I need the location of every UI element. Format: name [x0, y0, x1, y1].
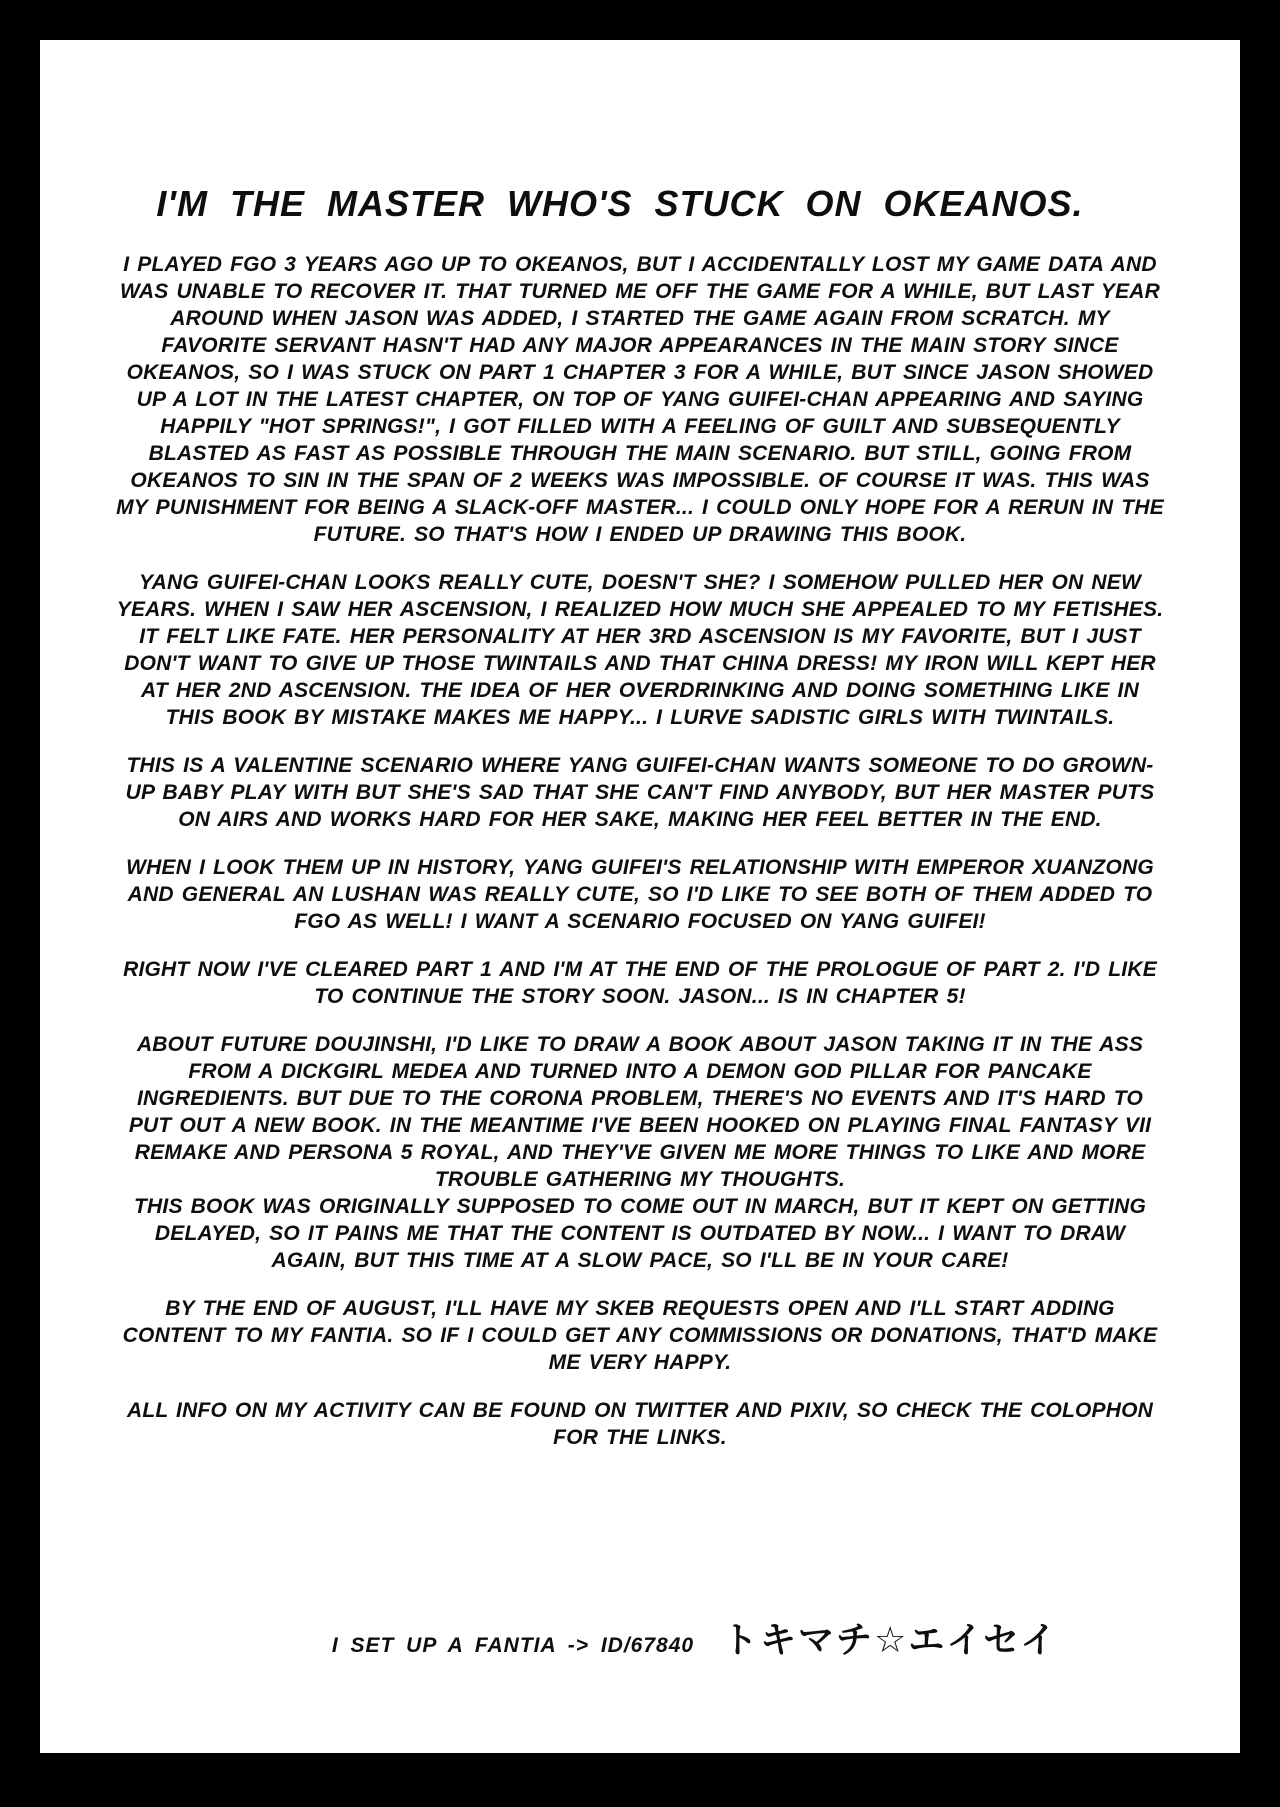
paragraph-future-doujinshi: ABOUT FUTURE DOUJINSHI, I'D LIKE TO DRAW A BOOK ABOUT JASON TAKING IT IN THE ASS FROM A DICKGIRL MEDEA AND TURNED INTO A DEMON GOD PILLAR FOR PANCAKE INGREDIENTS. BUT DUE TO THE CORONA PROBLEM, THERE'S NO EVENTS AND IT'S HARD TO PUT OUT A NEW BOOK. IN THE MEANTIME I'VE BEEN HOOKED ON PLAYING FINAL FANTASY VII REMAKE AND PERSONA 5 ROYAL, AND THEY'VE GIVEN ME MORE THINGS TO LIKE AND MORE TROUBLE GATHERING MY THOUGHTS. — [128, 1033, 1152, 1191]
page-title: I'M THE MASTER WHO'S STUCK ON OKEANOS. — [156, 183, 1084, 224]
paragraph-yang-guifei: YANG GUIFEI-CHAN LOOKS REALLY CUTE, DOESN'T SHE? I SOMEHOW PULLED HER ON NEW YEARS. WHEN I SAW HER ASCENSION, I REALIZED HOW MUCH SHE APPEALED TO MY FETISHES. IT FELT LIKE FATE. HER PERSONALITY AT HER 3RD ASCENSION IS MY FAVORITE, BUT I JUST DON'T WANT TO GIVE UP THOSE TWINTAILS AND THAT CHINA DRESS! MY IRON WILL KEPT HER AT HER 2ND ASCENSION. THE IDEA OF HER OVERDRINKING AND DOING SOMETHING LIKE IN THIS BOOK BY MISTAKE MAKES ME HAPPY... I LURVE SADISTIC GIRLS WITH TWINTAILS. — [116, 571, 1164, 729]
paragraph-valentine-scenario: THIS IS A VALENTINE SCENARIO WHERE YANG GUIFEI-CHAN WANTS SOMEONE TO DO GROWN-UP BABY PLAY WITH BUT SHE'S SAD THAT SHE CAN'T FIND ANYBODY, BUT HER MASTER PUTS ON AIRS AND WORKS HARD FOR HER SAKE, MAKING HER FEEL BETTER IN THE END. — [125, 754, 1155, 831]
afterword-page — [40, 40, 1240, 1753]
paragraph-social-links: ALL INFO ON MY ACTIVITY CAN BE FOUND ON TWITTER AND PIXIV, SO CHECK THE COLOPHON FOR THE LINKS. — [126, 1399, 1154, 1449]
paragraph-history-research: WHEN I LOOK THEM UP IN HISTORY, YANG GUIFEI'S RELATIONSHIP WITH EMPEROR XUANZONG AND GENERAL AN LUSHAN WAS REALLY CUTE, SO I'D LIKE TO SEE BOTH OF THEM ADDED TO FGO AS WELL! I WANT A SCENARIO FOCUSED ON YANG GUIFEI! — [126, 856, 1154, 933]
colophon-note — [40, 1612, 1240, 1663]
afterword-body — [115, 251, 1165, 1451]
paragraph-fgo-history: I PLAYED FGO 3 YEARS AGO UP TO OKEANOS, BUT I ACCIDENTALLY LOST MY GAME DATA AND WAS UNABLE TO RECOVER IT. THAT TURNED ME OFF THE GAME FOR A WHILE, BUT LAST YEAR AROUND WHEN JASON WAS ADDED, I STARTED THE GAME AGAIN FROM SCRATCH. MY FAVORITE SERVANT HASN'T HAD ANY MAJOR APPEARANCES IN THE MAIN STORY SINCE OKEANOS, SO I WAS STUCK ON PART 1 CHAPTER 3 FOR A WHILE, BUT SINCE JASON SHOWED UP A LOT IN THE LATEST CHAPTER, ON TOP OF YANG GUIFEI-CHAN APPEARING AND SAYING HAPPILY "HOT SPRINGS!", I GOT FILLED WITH A FEELING OF GUILT AND SUBSEQUENTLY BLASTED AS FAST AS POSSIBLE THROUGH THE MAIN SCENARIO. BUT STILL, GOING FROM OKEANOS TO SIN IN THE SPAN OF 2 WEEKS WAS IMPOSSIBLE. OF COURSE IT WAS. THIS WAS MY PUNISHMENT FOR BEING A SLACK-OFF MASTER... I COULD ONLY HOPE FOR A RERUN IN THE FUTURE. SO THAT'S HOW I ENDED UP DRAWING THIS BOOK. — [116, 253, 1164, 546]
fantia-id-note: I SET UP A FANTIA -> ID/67840 — [331, 1634, 695, 1657]
paragraph-skeb-fantia: BY THE END OF AUGUST, I'LL HAVE MY SKEB REQUESTS OPEN AND I'LL START ADDING CONTENT TO MY FANTIA. SO IF I COULD GET ANY COMMISSIONS OR DONATIONS, THAT'D MAKE ME VERY HAPPY. — [122, 1297, 1158, 1374]
artist-name: トキマチ☆エイセイ — [722, 1619, 1059, 1660]
paragraph-book-delay: THIS BOOK WAS ORIGINALLY SUPPOSED TO COME OUT IN MARCH, BUT IT KEPT ON GETTING DELAYED, SO IT PAINS ME THAT THE CONTENT IS OUTDATED BY NOW... I WANT TO DRAW AGAIN, BUT THIS TIME AT A SLOW PACE, SO I'LL BE IN YOUR CARE! — [134, 1195, 1146, 1272]
paragraph-story-progress: RIGHT NOW I'VE CLEARED PART 1 AND I'M AT THE END OF THE PROLOGUE OF PART 2. I'D LIKE TO CONTINUE THE STORY SOON. JASON... IS IN CHAPTER 5! — [123, 958, 1157, 1008]
